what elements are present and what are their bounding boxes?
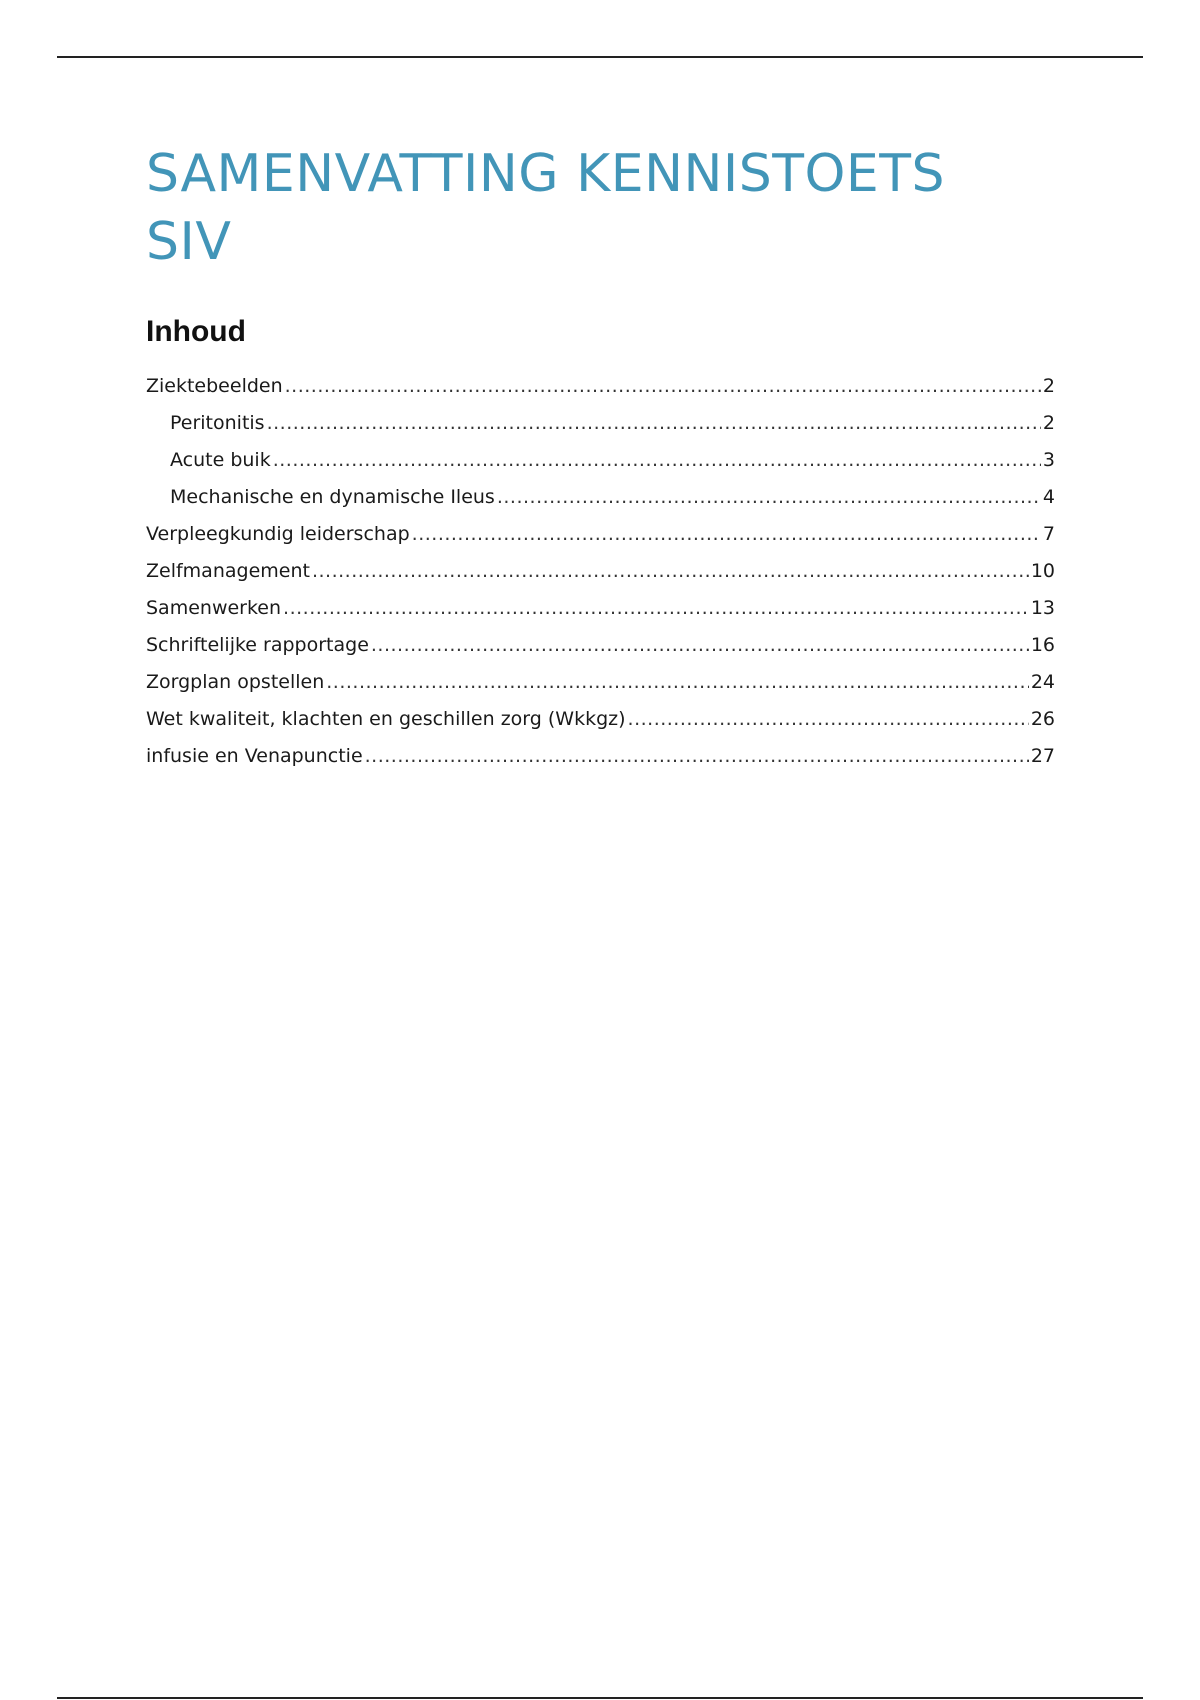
toc-dot-leader [312,553,1029,590]
toc-page-number: 7 [1042,523,1055,545]
toc-page-number: 4 [1042,486,1055,508]
toc-entry-wkkgz[interactable] [146,701,1055,738]
toc-entry-peritonitis[interactable] [146,405,1055,442]
toc-dot-leader [326,664,1029,701]
toc-dot-leader [285,368,1041,405]
toc-dot-leader [628,701,1029,738]
toc-dot-leader [267,405,1041,442]
table-of-contents [146,368,1055,775]
toc-page-number: 13 [1030,597,1055,619]
toc-dot-leader [371,627,1029,664]
toc-page-number: 2 [1042,412,1055,434]
page-content [146,140,1055,775]
toc-entry-label: infusie en Venapunctie [146,745,363,767]
toc-page-number: 24 [1030,671,1055,693]
toc-dot-leader [497,479,1041,516]
toc-entry-label: Zorgplan opstellen [146,671,325,693]
toc-page-number: 27 [1030,745,1055,767]
toc-page-number: 10 [1030,560,1055,582]
toc-dot-leader [273,442,1041,479]
toc-page-number: 3 [1042,449,1055,471]
toc-entry-infusie-en-venapunctie[interactable] [146,738,1055,775]
toc-dot-leader [283,590,1029,627]
toc-entry-label: Peritonitis [170,412,265,434]
toc-entry-label: Mechanische en dynamische Ileus [170,486,495,508]
toc-entry-label: Schriftelijke rapportage [146,634,369,656]
document-title: SAMENVATTING KENNISTOETS SIV [146,144,946,272]
toc-page-number: 2 [1042,375,1055,397]
toc-dot-leader [412,516,1041,553]
toc-entry-schriftelijke-rapportage[interactable] [146,627,1055,664]
toc-heading: Inhoud [146,315,246,348]
toc-entry-label: Ziektebeelden [146,375,283,397]
toc-entry-label: Verpleegkundig leiderschap [146,523,410,545]
toc-entry-zorgplan-opstellen[interactable] [146,664,1055,701]
toc-dot-leader [365,738,1029,775]
toc-entry-label: Samenwerken [146,597,282,619]
toc-page-number: 16 [1030,634,1055,656]
toc-entry-ziektebeelden[interactable] [146,368,1055,405]
toc-entry-zelfmanagement[interactable] [146,553,1055,590]
toc-entry-ileus[interactable] [146,479,1055,516]
toc-entry-label: Zelfmanagement [146,560,310,582]
toc-page-number: 26 [1030,708,1055,730]
page-bottom-rule [57,1697,1143,1699]
toc-entry-verpleegkundig-leiderschap[interactable] [146,516,1055,553]
page-top-rule [57,56,1143,58]
toc-entry-label: Acute buik [170,449,271,471]
toc-entry-label: Wet kwaliteit, klachten en geschillen zorg (Wkkgz) [146,708,626,730]
toc-entry-samenwerken[interactable] [146,590,1055,627]
toc-entry-acute-buik[interactable] [146,442,1055,479]
